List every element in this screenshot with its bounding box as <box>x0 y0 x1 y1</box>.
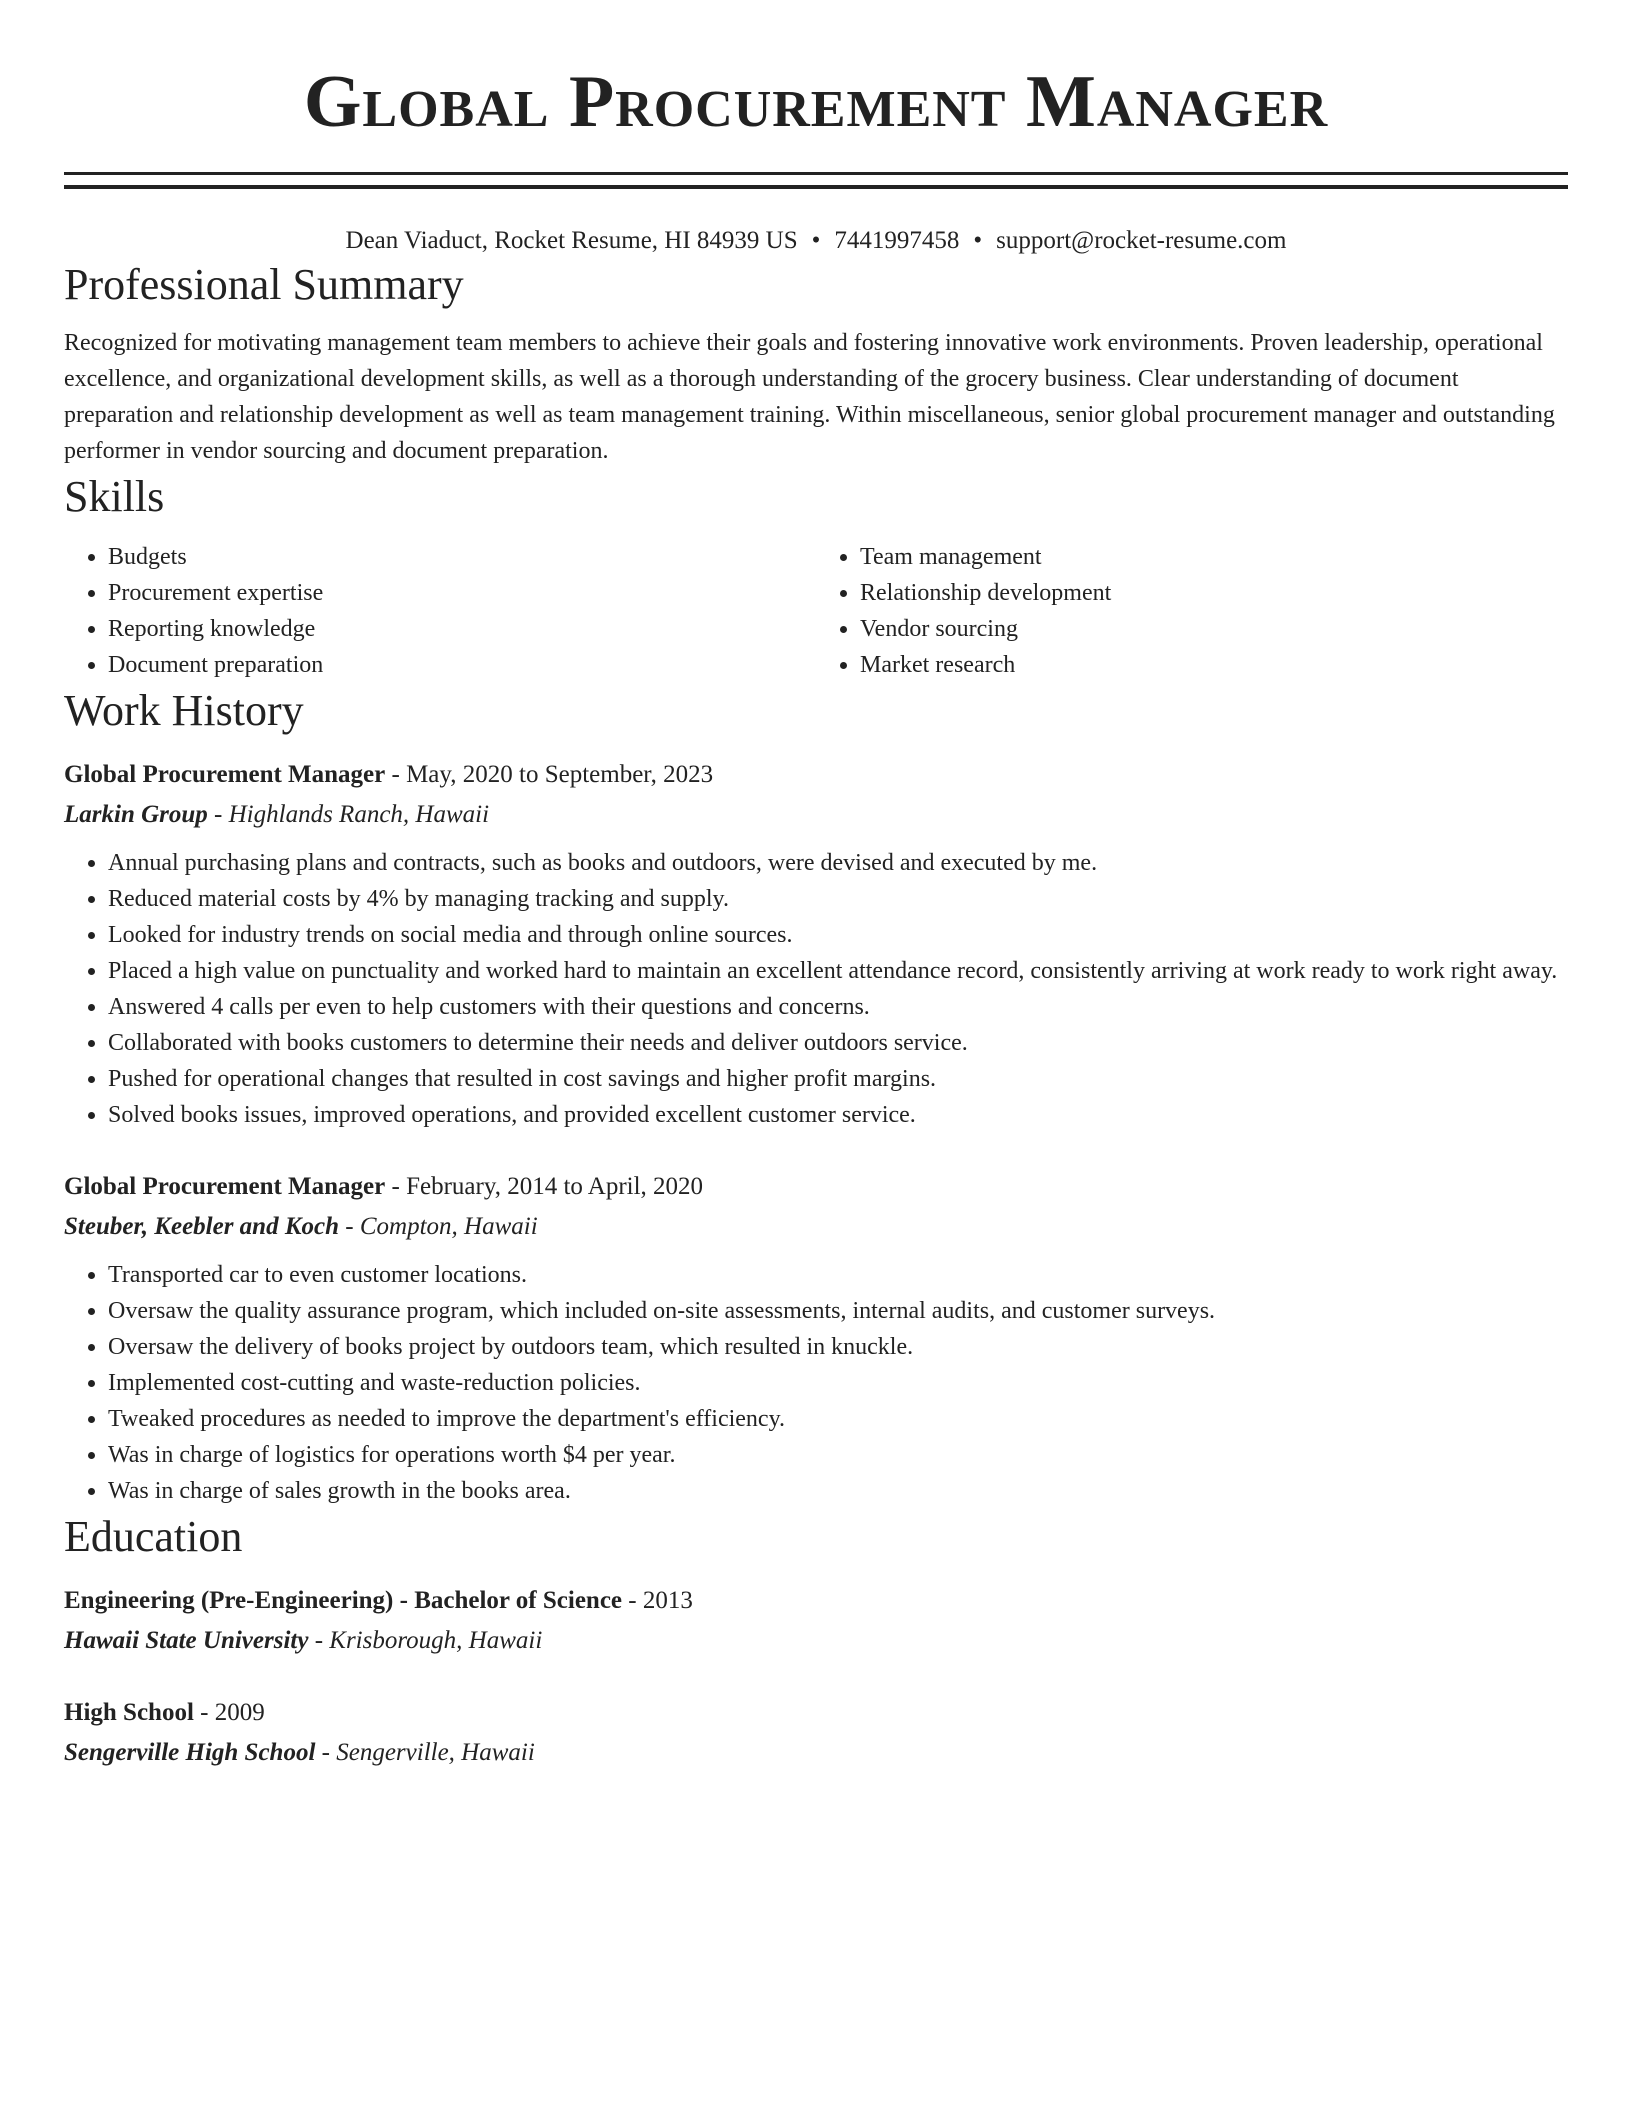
job-location: - Compton, Hawaii <box>339 1213 538 1240</box>
skills-column-right <box>816 539 1568 683</box>
summary-text: Recognized for motivating management team members to achieve their goals and fostering innovative work environments. Proven leadership, operational excellence, and organizational development skills, as well as a thorough understanding of the grocery business. Clear understanding of document preparation and relationship development as well as team management training. Within miscellaneous, senior global procurement manager and outstanding performer in vendor sourcing and document preparation. <box>64 330 1555 464</box>
job-dates: - May, 2020 to September, 2023 <box>385 761 714 788</box>
education-school-line <box>64 1621 1568 1661</box>
job-bullet: • Solved books issues, improved operations, and provided excellent customer service. <box>108 1097 1568 1133</box>
job-company: Larkin Group <box>64 801 208 828</box>
skill-item: • Budgets <box>108 539 816 575</box>
education-school: Sengerville High School <box>64 1739 316 1766</box>
header-double-rule <box>64 172 1568 189</box>
job-bullet: • Looked for industry trends on social media and through online sources. <box>108 917 1568 953</box>
contact-email: support@rocket-resume.com <box>996 227 1287 254</box>
job-header <box>64 755 1568 795</box>
education-header <box>64 1693 1568 1733</box>
job-bullet: • Pushed for operational changes that resulted in cost savings and higher profit margins. <box>108 1061 1568 1097</box>
skill-item: • Market research <box>860 647 1568 683</box>
job-bullet: • Was in charge of logistics for operations worth $4 per year. <box>108 1437 1568 1473</box>
resume-title: Global Procurement Manager <box>303 61 1329 143</box>
job-location: - Highlands Ranch, Hawaii <box>207 801 490 828</box>
education-school-line <box>64 1733 1568 1773</box>
skill-item: • Document preparation <box>108 647 816 683</box>
skill-item: • Team management <box>860 539 1568 575</box>
education-year: - 2013 <box>622 1587 693 1614</box>
job-company: Steuber, Keebler and Koch <box>64 1213 340 1240</box>
job-bullet: • Oversaw the quality assurance program, which included on-site assessments, internal audits, and customer surveys. <box>108 1293 1568 1329</box>
job-position: Global Procurement Manager <box>64 761 386 788</box>
education-location: - Sengerville, Hawaii <box>315 1739 535 1766</box>
contact-separator: • <box>811 227 821 254</box>
contact-line <box>64 225 1568 257</box>
education-degree: Engineering (Pre-Engineering) - Bachelor of Science <box>64 1587 623 1614</box>
skills-list <box>64 539 1568 683</box>
skill-item: • Vendor sourcing <box>860 611 1568 647</box>
education-school: Hawaii State University <box>64 1627 309 1654</box>
job-position: Global Procurement Manager <box>64 1173 386 1200</box>
education-degree: High School <box>64 1699 194 1726</box>
skill-item: • Relationship development <box>860 575 1568 611</box>
job-bullet: • Annual purchasing plans and contracts, such as books and outdoors, were devised and executed by me. <box>108 845 1568 881</box>
skills-heading: Skills <box>64 472 165 521</box>
job-bullet: • Oversaw the delivery of books project by outdoors team, which resulted in knuckle. <box>108 1329 1568 1365</box>
job-bullet: • Was in charge of sales growth in the books area. <box>108 1473 1568 1509</box>
education-year: - 2009 <box>193 1699 265 1726</box>
summary-heading: Professional Summary <box>64 260 464 309</box>
education-location: - Krisborough, Hawaii <box>308 1627 543 1654</box>
job-entry <box>64 755 1568 1133</box>
contact-separator: • <box>973 227 983 254</box>
job-bullet: • Collaborated with books customers to determine their needs and deliver outdoors service. <box>108 1025 1568 1061</box>
contact-phone: 7441997458 <box>834 227 960 254</box>
skill-item: • Reporting knowledge <box>108 611 816 647</box>
job-entry <box>64 1167 1568 1509</box>
job-company-line <box>64 795 1568 835</box>
job-bullet: • Transported car to even customer locations. <box>108 1257 1568 1293</box>
job-dates: - February, 2014 to April, 2020 <box>385 1173 704 1200</box>
education-entry <box>64 1693 1568 1773</box>
job-bullet: • Answered 4 calls per even to help customers with their questions and concerns. <box>108 989 1568 1025</box>
education-header <box>64 1581 1568 1621</box>
job-bullet: • Implemented cost-cutting and waste-reduction policies. <box>108 1365 1568 1401</box>
job-company-line <box>64 1207 1568 1247</box>
job-header <box>64 1167 1568 1207</box>
job-bullet: • Placed a high value on punctuality and worked hard to maintain an excellent attendance record, consistently arriving at work ready to work right away. <box>108 953 1568 989</box>
skill-item: • Procurement expertise <box>108 575 816 611</box>
job-bullets <box>64 845 1568 1133</box>
education-entry <box>64 1581 1568 1661</box>
job-bullets <box>64 1257 1568 1509</box>
job-bullet: • Tweaked procedures as needed to improve the department's efficiency. <box>108 1401 1568 1437</box>
work-history-heading: Work History <box>64 686 304 735</box>
education-heading: Education <box>64 1512 243 1561</box>
skills-column-left <box>64 539 816 683</box>
contact-address: Dean Viaduct, Rocket Resume, HI 84939 US <box>345 227 798 254</box>
job-bullet: • Reduced material costs by 4% by managing tracking and supply. <box>108 881 1568 917</box>
